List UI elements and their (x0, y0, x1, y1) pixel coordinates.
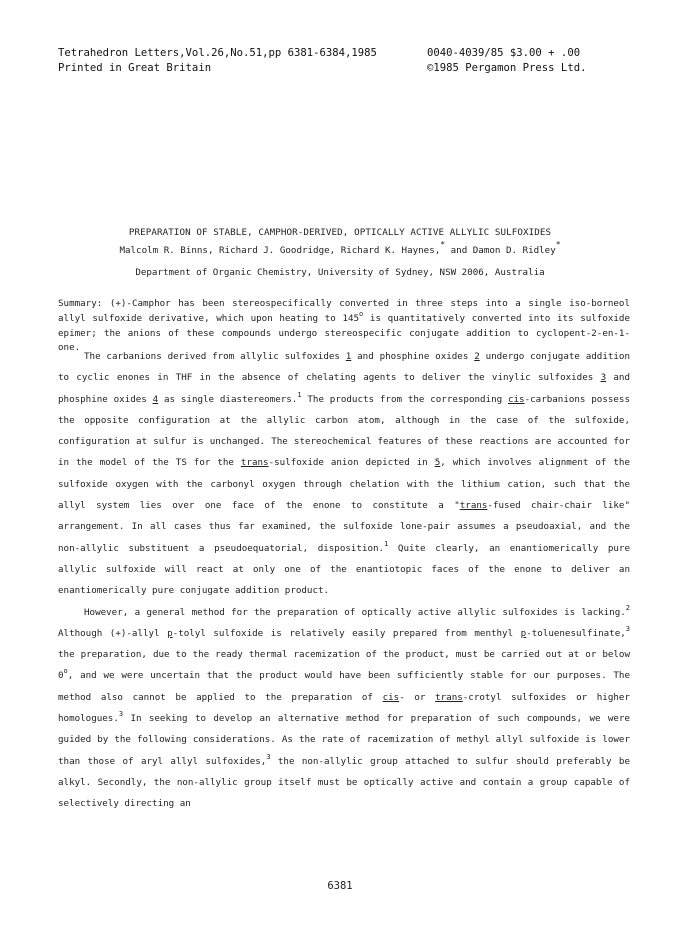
journal-header-left (58, 46, 377, 75)
author-list (0, 240, 680, 257)
italic-term: p (520, 627, 527, 639)
text-run: -crotyl sulfoxides or higher homologues. (58, 691, 630, 725)
text-run: - or (399, 691, 436, 703)
paragraph-2 (58, 602, 630, 815)
citation-ref: 3 (625, 624, 630, 633)
italic-term: trans (459, 500, 488, 512)
citation-ref: 1 (297, 390, 302, 399)
text-run: Although (+)-allyl (58, 627, 168, 639)
summary-text-1: Summary: (+)-Camphor has been stereospecifically converted in three steps into a single iso-bornеol allyl sulfoxide derivative, which upon heating to 145 (58, 298, 630, 324)
italic-term: trans (435, 691, 463, 703)
article-title: PREPARATION OF STABLE, CAMPHOR-DERIVED, OPTICALLY ACTIVE ALLYLIC SULFOXIDES (128, 227, 552, 238)
summary-text-2: is quantitatively converted into its sulfoxide epimer; the anions of these compounds undergo stereospecific conjugate addition to cyclopent-2-en-1-one. (58, 312, 630, 354)
article-body (58, 346, 630, 815)
italic-term: trans (240, 457, 269, 469)
citation-ref: 2 (625, 603, 630, 612)
citation-ref: 3 (118, 710, 124, 719)
text-run: -tolyl sulfoxide is relatively easily prepared from menthyl (172, 627, 521, 639)
compound-ref: 5 (434, 457, 441, 469)
copyright: ©1985 Pergamon Press Ltd. (427, 61, 587, 74)
text-run: -carbanions possess the opposite configuration at the allylic carbon atom, although in the case of the sulfoxide, configuration at sulfur is unchanged. The stereochemical features of these reactions are accounted for in the model of the TS for the (58, 393, 630, 469)
authors-text-1: Malcolm R. Binns, Richard J. Goodridge, Richard K. Haynes, (119, 245, 441, 256)
authors-text-2: and Damon D. Ridley (445, 245, 556, 256)
journal-header-right (427, 46, 586, 75)
affiliation: Department of Organic Chemistry, University of Sydney, NSW 2006, Australia (135, 267, 545, 278)
text-run: -toluenesulfinate, (526, 627, 626, 639)
citation-ref: 3 (266, 752, 271, 761)
printed-in: Printed in Great Britain (58, 61, 212, 74)
text-run: -fused chair-chair like" arrangement. In all cases thus far examined, the sulfoxide lone-pair assumes a pseudoaxial, and the non-allylic substituent a pseudoequatorial, disposition. (58, 500, 630, 554)
corresponding-mark-1: * (440, 240, 446, 249)
corresponding-mark-2: * (555, 240, 561, 249)
issn-price: 0040-4039/85 $3.00 + .00 (427, 47, 581, 59)
text-run: undergo conjugate addition to cyclic enones in THF in the absence of chelating agents to deliver the vinylic sulfoxides (58, 351, 630, 384)
text-run: as single diastereomers. (158, 393, 298, 405)
text-run: Quite clearly, an enantiomerically pure allylic sulfoxide will react at only one of the enantiotopic faces of the enone to deliver an enantiomerically pure conjugate addition product. (58, 542, 630, 597)
italic-term: cis (507, 393, 525, 405)
compound-ref: 1 (345, 351, 352, 362)
compound-ref: 4 (152, 393, 159, 405)
paragraph-1 (58, 346, 630, 602)
text-run: the preparation, due to the ready thermal racemization of the product, must be carried out at or below 0 (58, 649, 630, 682)
text-run: and phosphine oxides (58, 372, 630, 405)
italic-term: p (167, 627, 173, 639)
text-run: The products from the corresponding (301, 393, 508, 405)
degree-mark: o (63, 667, 68, 676)
compound-ref: 2 (474, 351, 480, 362)
text-run: However, a general method for the preparation of optically active allylic sulfoxides is lacking. (84, 606, 626, 618)
citation-ref: 1 (384, 539, 389, 548)
text-run: -sulfoxide anion depicted in (268, 457, 435, 469)
degree-mark: o (359, 309, 364, 318)
text-run: and phosphine oxides (351, 351, 475, 362)
journal-citation: Tetrahedron Letters,Vol.26,No.51,pp 6381-6384,1985 (58, 47, 377, 59)
text-run: In seeking to develop an alternative method for preparation of such compounds, we were guided by the following considerations. As the rate of racemization of methyl allyl sulfoxide is lower than those of aryl allyl sulfoxides, (58, 713, 630, 767)
text-run: , which involves alignment of the sulfoxide oxygen with the carbonyl oxygen through chelation with the lithium cation, such that the allyl system lies over one face of the enone to constitute a " (58, 457, 630, 512)
text-run: the non-allylic group attached to sulfur should preferably be alkyl. Secondly, the non-allylic group itself must be optically active and contain a group capable of selectively directing an (58, 755, 630, 810)
text-run: The carbanions derived from allylic sulfoxides (84, 351, 346, 362)
page-number: 6381 (327, 880, 353, 892)
italic-term: cis (382, 691, 400, 703)
text-run: , and we were uncertain that the product would have been sufficiently stable for our purposes. The method also cannot be applied to the preparation of (58, 670, 630, 703)
compound-ref: 3 (600, 372, 607, 384)
